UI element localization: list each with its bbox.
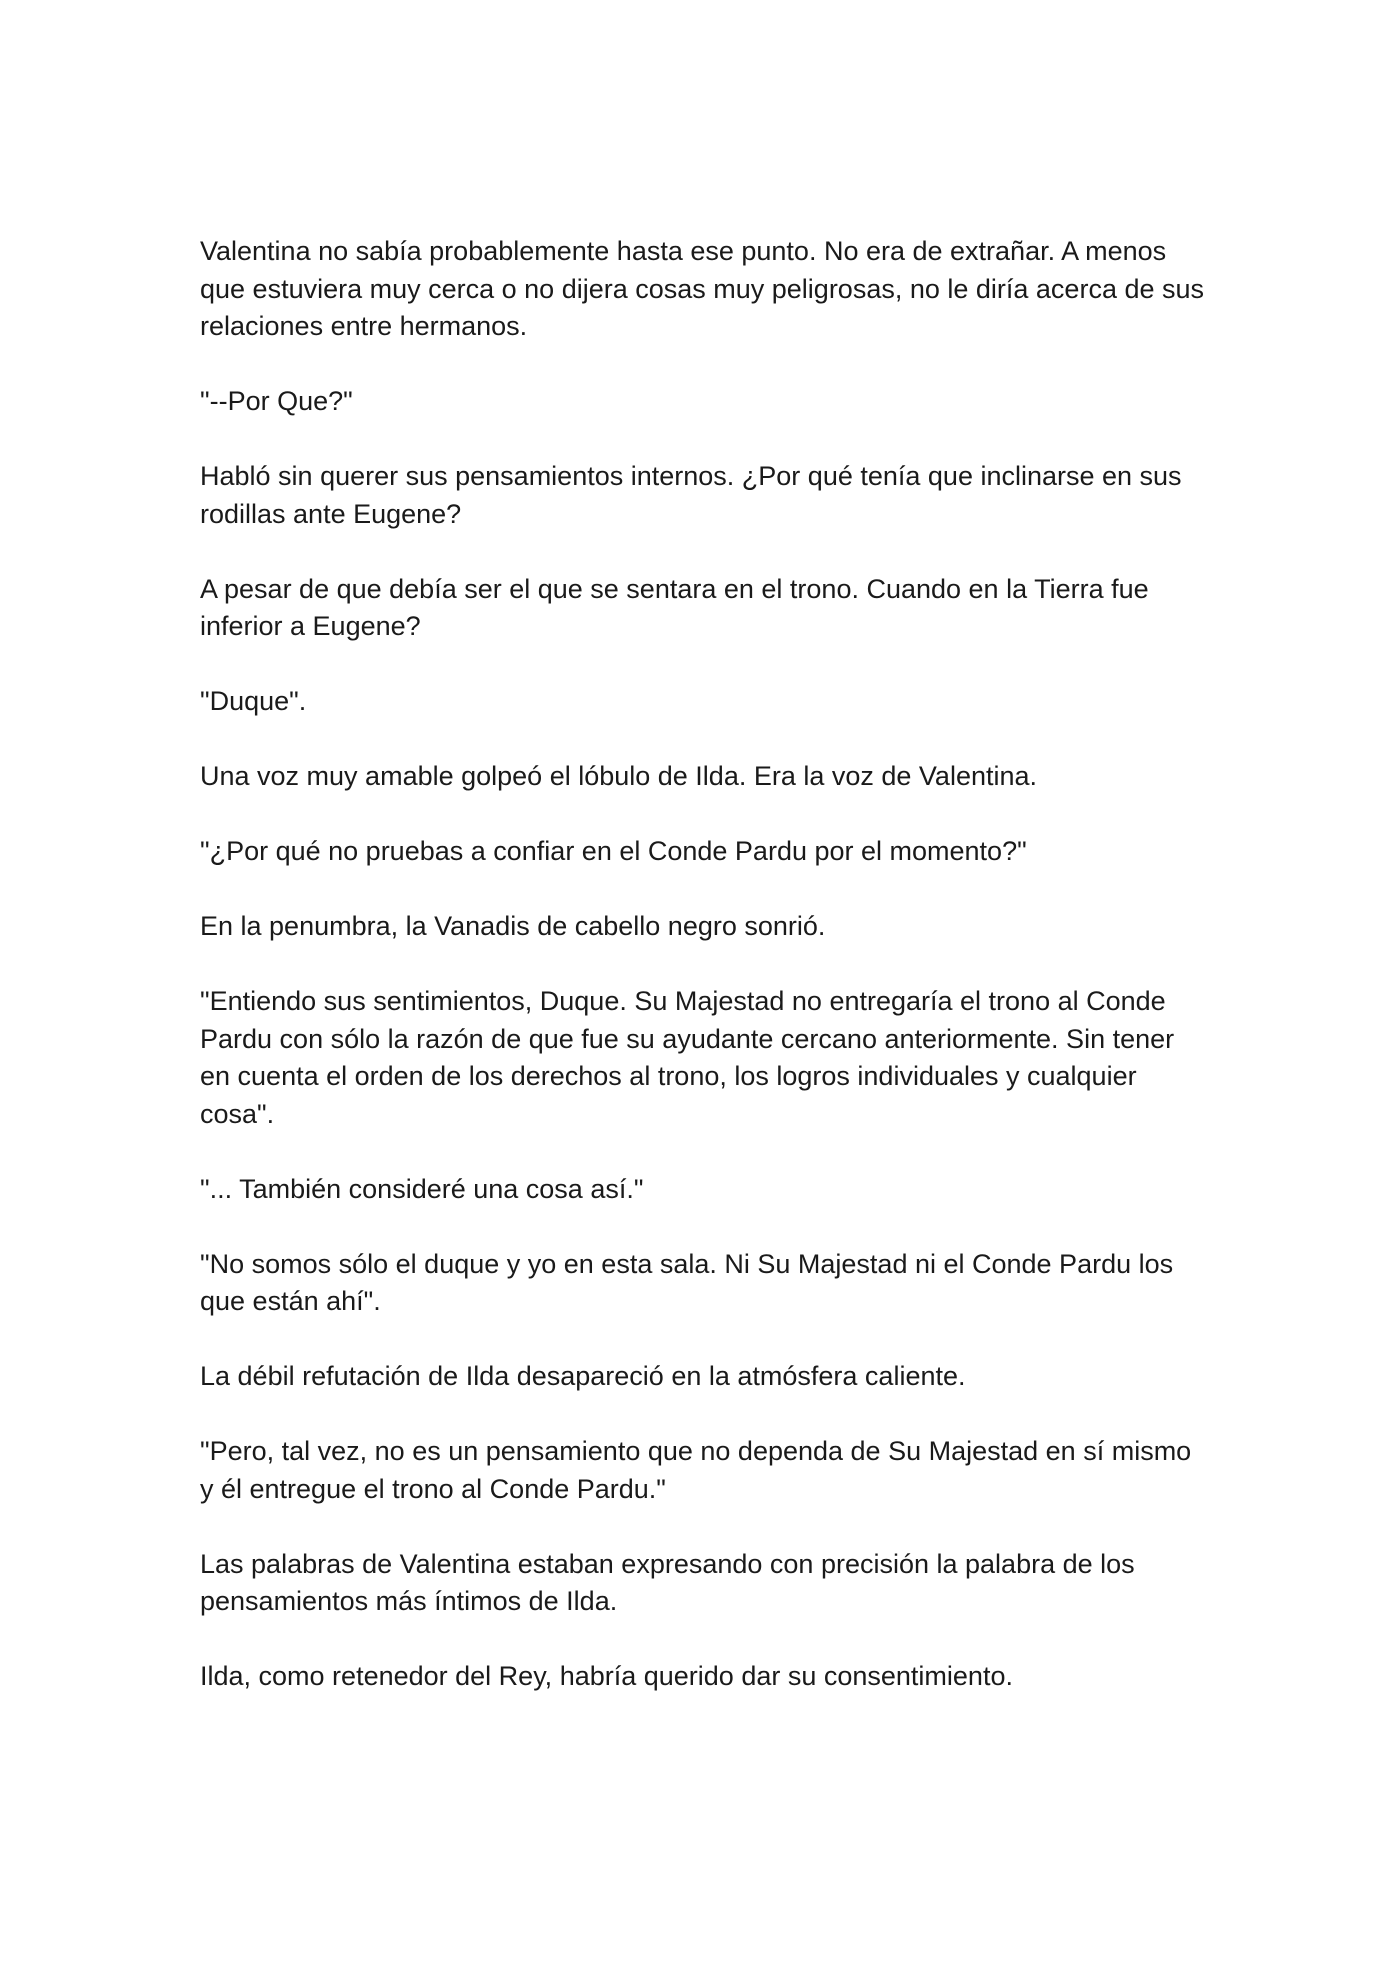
paragraph: "Entiendo sus sentimientos, Duque. Su Majestad no entregaría el trono al Conde Pardu con sólo la razón de que fue su ayudante cercano anteriormente. Sin tener en cuenta el orden de los derechos al trono, los logros individuales y cualquier cosa". [200, 986, 1175, 1129]
paragraph: Valentina no sabía probablemente hasta ese punto. No era de extrañar. A menos que estuviera muy cerca o no dijera cosas muy peligrosas, no le diría acerca de sus relaciones entre hermanos. [200, 236, 1205, 341]
paragraph: Las palabras de Valentina estaban expresando con precisión la palabra de los pensamientos más íntimos de Ilda. [200, 1548, 1135, 1616]
paragraph: "Duque". [200, 686, 307, 716]
paragraph: "... También consideré una cosa así." [200, 1173, 644, 1204]
paragraph: Habló sin querer sus pensamientos internos. ¿Por qué tenía que inclinarse en sus rodillas ante Eugene? [200, 461, 1182, 529]
paragraph: "Pero, tal vez, no es un pensamiento que no dependa de Su Majestad en sí mismo y él entregue el trono al Conde Pardu." [200, 1436, 1192, 1504]
paragraph: "No somos sólo el duque y yo en esta sala. Ni Su Majestad ni el Conde Pardu los que están ahí". [200, 1248, 1174, 1316]
paragraph: "¿Por qué no pruebas a confiar en el Conde Pardu por el momento?" [200, 836, 1027, 866]
paragraph: "--Por Que?" [200, 386, 353, 416]
paragraph: Una voz muy amable golpeó el lóbulo de Ilda. Era la voz de Valentina. [200, 761, 1038, 791]
paragraph: A pesar de que debía ser el que se sentara en el trono. Cuando en la Tierra fue inferior a Eugene? [200, 573, 1149, 641]
body-text [200, 233, 1210, 1696]
paragraph: En la penumbra, la Vanadis de cabello negro sonrió. [200, 911, 826, 941]
paragraph: Ilda, como retenedor del Rey, habría querido dar su consentimiento. [200, 1661, 1013, 1691]
paragraph: La débil refutación de Ilda desapareció en la atmósfera caliente. [200, 1361, 966, 1391]
